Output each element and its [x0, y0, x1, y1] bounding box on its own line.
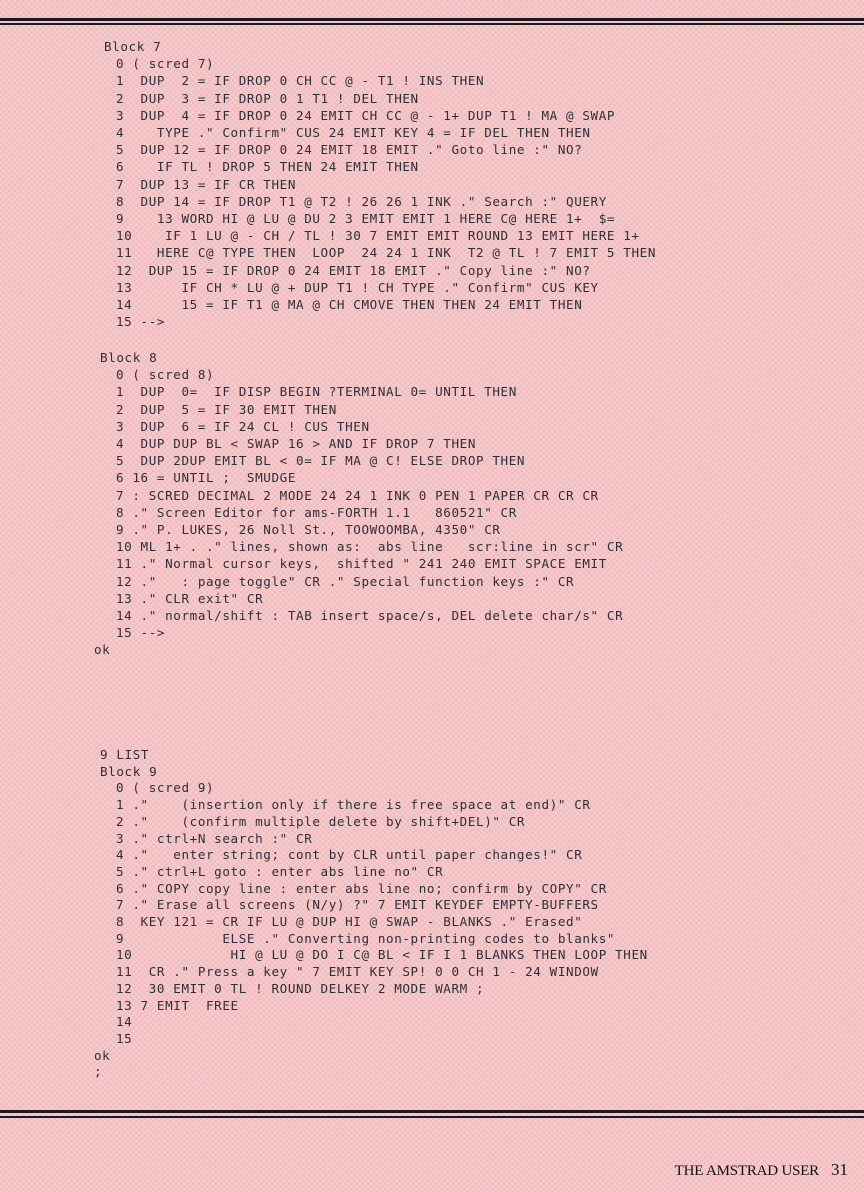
code-line: 4 TYPE ." Confirm" CUS 24 EMIT KEY 4 = IF DEL THEN THEN [116, 125, 591, 140]
code-line: Block 9 [100, 763, 158, 779]
page-number: 31 [831, 1160, 848, 1179]
code-line: 1 DUP 0= IF DISP BEGIN ?TERMINAL 0= UNTIL THEN [116, 384, 517, 400]
code-line: 1 DUP 2 = IF DROP 0 CH CC @ - T1 ! INS THEN [116, 73, 485, 89]
code-line: 13 ." CLR exit" CR [116, 590, 264, 606]
code-line: 4 DUP DUP BL < SWAP 16 > AND IF DROP 7 THEN [116, 436, 477, 451]
code-line: 9 ELSE ." Converting non-printing codes to blanks" [116, 930, 616, 946]
code-line: 11 ." Normal cursor keys, shifted " 241 240 EMIT SPACE EMIT [116, 556, 607, 572]
code-line: 3 DUP 6 = IF 24 CL ! CUS THEN [116, 418, 370, 434]
top-rule-thin [0, 23, 864, 25]
code-line: 0 ( scred 8) [116, 367, 215, 383]
code-line: 10 IF 1 LU @ - CH / TL ! 30 7 EMIT EMIT ROUND 13 EMIT HERE 1+ [116, 228, 640, 244]
code-line: 9 LIST [100, 747, 150, 762]
code-line: 2 ." (confirm multiple delete by shift+DEL)" CR [116, 813, 526, 829]
code-line: 13 IF CH * LU @ + DUP T1 ! CH TYPE ." Confirm" CUS KEY [116, 279, 599, 295]
code-line: Block 7 [104, 39, 162, 54]
code-line: 15 [116, 1030, 133, 1046]
code-line: 2 DUP 3 = IF DROP 0 1 T1 ! DEL THEN [116, 90, 419, 106]
code-line: ok [94, 642, 111, 658]
code-line: 5 DUP 12 = IF DROP 0 24 EMIT 18 EMIT ." Goto line :" NO? [116, 142, 583, 158]
code-line: 2 DUP 5 = IF 30 EMIT THEN [116, 401, 337, 417]
code-line: 9 ." P. LUKES, 26 Noll St., TOOWOOMBA, 4350" CR [116, 522, 501, 537]
code-line: 7 ." Erase all screens (N/y) ?" 7 EMIT KEYDEF EMPTY-BUFFERS [116, 897, 599, 913]
code-line: 10 HI @ LU @ DO I C@ BL < IF I 1 BLANKS THEN LOOP THEN [116, 947, 648, 963]
code-line: 7 : SCRED DECIMAL 2 MODE 24 24 1 INK 0 PEN 1 PAPER CR CR CR [116, 487, 599, 503]
code-line: 6 ." COPY copy line : enter abs line no; confirm by COPY" CR [116, 880, 607, 896]
code-line: 3 ." ctrl+N search :" CR [116, 830, 313, 846]
code-line: 3 DUP 4 = IF DROP 0 24 EMIT CH CC @ - 1+ DUP T1 ! MA @ SWAP [116, 107, 616, 123]
code-line: 0 ( scred 7) [116, 56, 215, 72]
code-line: 11 HERE C@ TYPE THEN LOOP 24 24 1 INK T2 @ TL ! 7 EMIT 5 THEN [116, 245, 657, 261]
code-line: 8 KEY 121 = CR IF LU @ DUP HI @ SWAP - BLANKS ." Erased" [116, 914, 583, 929]
bottom-rule [0, 1110, 864, 1113]
code-line: 4 ." enter string; cont by CLR until paper changes!" CR [116, 847, 583, 863]
code-line: 1 ." (insertion only if there is free space at end)" CR [116, 797, 591, 813]
code-line: 6 16 = UNTIL ; SMUDGE [116, 470, 297, 486]
code-line: 12 ." : page toggle" CR ." Special function keys :" CR [116, 573, 575, 589]
code-line: 13 7 EMIT FREE [116, 997, 239, 1013]
code-line: 6 IF TL ! DROP 5 THEN 24 EMIT THEN [116, 159, 419, 175]
code-line: 12 30 EMIT 0 TL ! ROUND DELKEY 2 MODE WARM ; [116, 980, 485, 996]
bottom-rule-thin [0, 1116, 864, 1118]
code-line: ; [94, 1064, 103, 1080]
code-line: 11 CR ." Press a key " 7 EMIT KEY SP! 0 0 CH 1 - 24 WINDOW [116, 964, 599, 980]
code-line: 14 15 = IF T1 @ MA @ CH CMOVE THEN THEN 24 EMIT THEN [116, 297, 583, 312]
code-line: 5 ." ctrl+L goto : enter abs line no" CR [116, 863, 444, 879]
code-line: 14 [116, 1014, 133, 1030]
code-line: 7 DUP 13 = IF CR THEN [116, 176, 297, 192]
code-line: 15 --> [116, 314, 166, 330]
code-line: ok [94, 1047, 111, 1063]
code-line: 0 ( scred 9) [116, 780, 215, 796]
code-line: 15 --> [116, 625, 166, 641]
code-line: 8 ." Screen Editor for ams-FORTH 1.1 860521" CR [116, 504, 517, 520]
code-line: 14 ." normal/shift : TAB insert space/s, DEL delete char/s" CR [116, 608, 624, 623]
top-rule [0, 18, 864, 21]
code-line: 10 ML 1+ . ." lines, shown as: abs line scr:line in scr" CR [116, 539, 624, 555]
page-footer [675, 1160, 848, 1180]
publication-name: THE AMSTRAD USER [674, 1163, 819, 1179]
code-line: 8 DUP 14 = IF DROP T1 @ T2 ! 26 26 1 INK ." Search :" QUERY [116, 193, 607, 209]
code-line: 12 DUP 15 = IF DROP 0 24 EMIT 18 EMIT ." Copy line :" NO? [116, 262, 591, 278]
code-line: 9 13 WORD HI @ LU @ DU 2 3 EMIT EMIT 1 HERE C@ HERE 1+ $= [116, 211, 616, 226]
code-line: Block 8 [100, 350, 158, 365]
code-line: 5 DUP 2DUP EMIT BL < 0= IF MA @ C! ELSE DROP THEN [116, 453, 526, 469]
